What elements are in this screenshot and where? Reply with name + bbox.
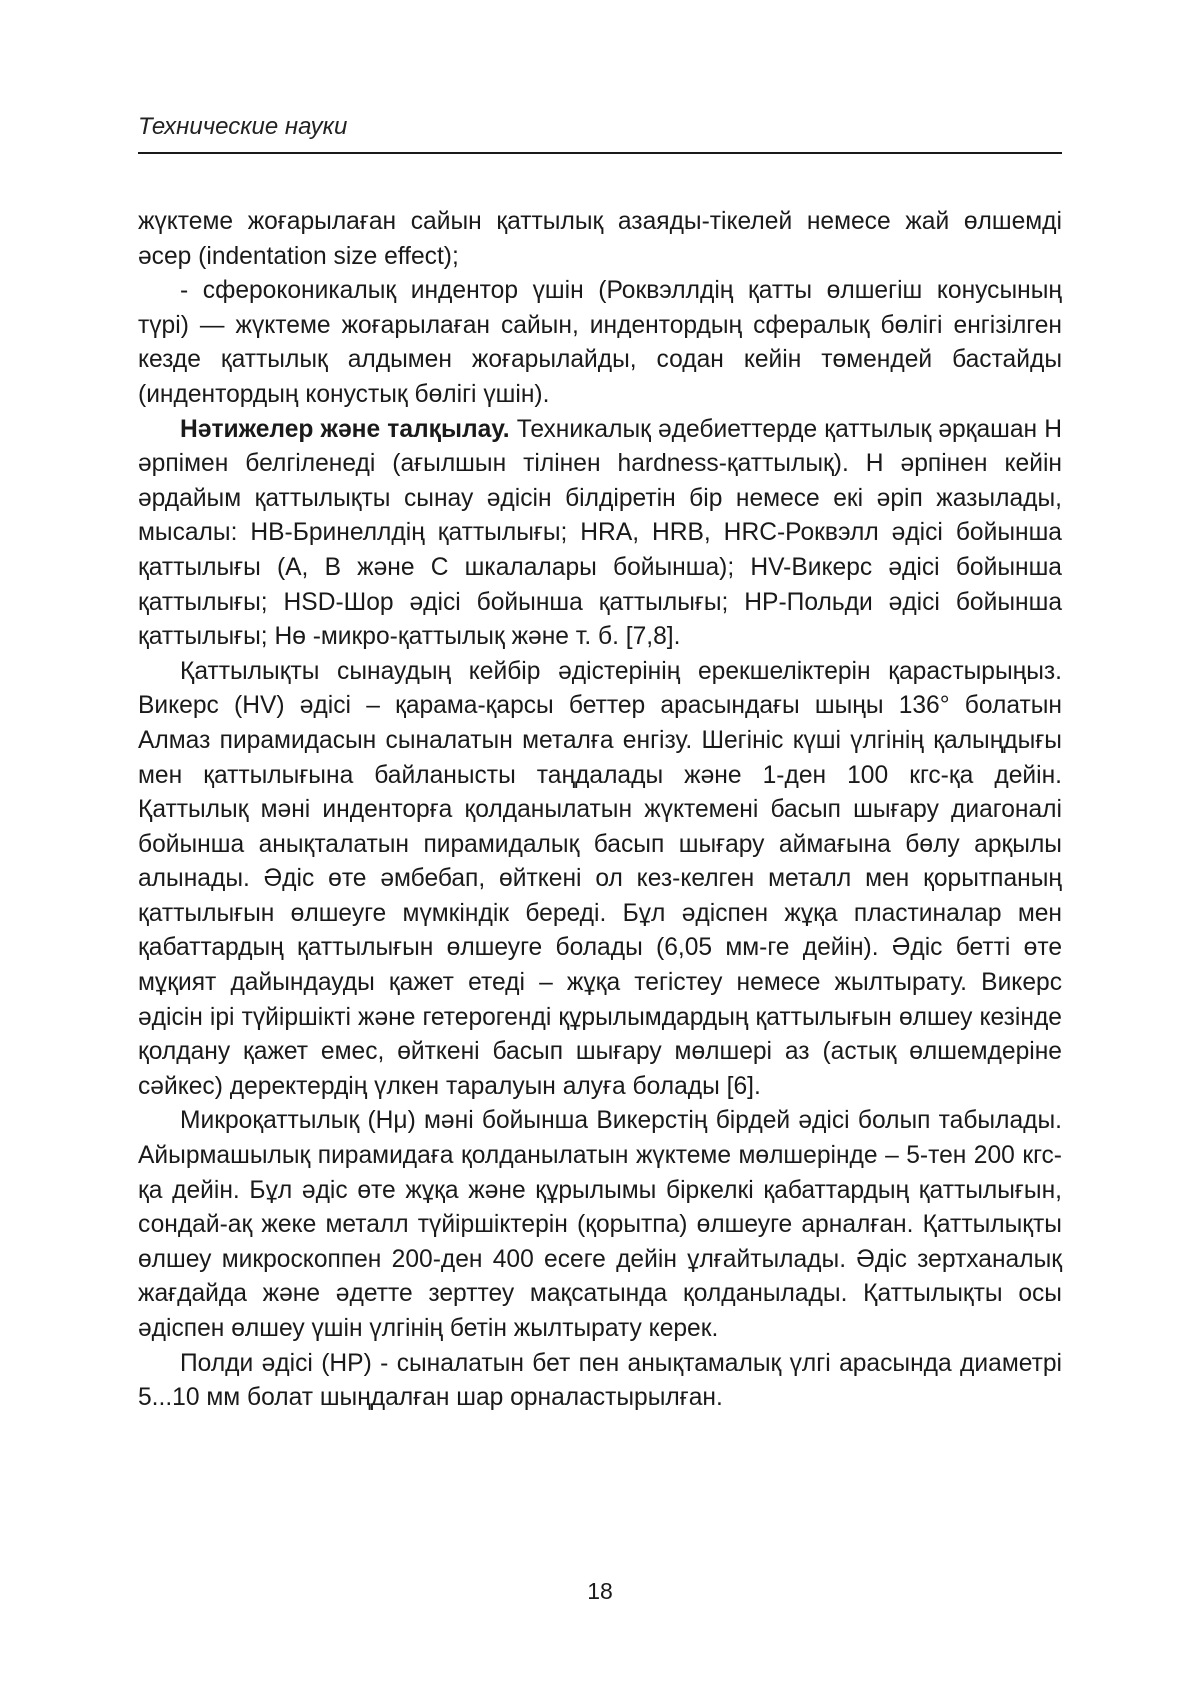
- paragraph-5: [138, 1104, 1062, 1346]
- paragraph-text: Полди әдісі (HP) - сыналатын бет пен анықтамалық үлгі арасында диаметрі 5...10 мм болат шыңдалған шар орналастырылған.: [138, 1349, 1062, 1412]
- body-text: [138, 205, 1062, 1416]
- paragraph-3: [138, 413, 1062, 655]
- section-heading-results: Нәтижелер және талқылау.: [180, 415, 510, 443]
- paragraph-text: Қаттылықты сынаудың кейбір әдістерінің ерекшеліктерін қарастырыңыз. Викерс (HV) әдісі – қарама-қарсы беттер арасындағы шыңы 136° болатын Алмаз пирамидасын сыналатын металға енгізу. Шегініс күші үлгінің қалыңдығы мен қаттылығына байланысты таңдалады және 1-ден 100 кгс-қа дейін. Қаттылық мәні инденторға қолданылатын жүктемені басып шығару диагоналі бойынша анықталатын пирамидалық басып шығару аймағына бөлу арқылы алынады. Әдіс өте әмбебап, өйткені ол кез-келген металл мен қорытпаның қаттылығын өлшеуге мүмкіндік береді. Бұл әдіспен жұқа пластиналар мен қабаттардың қаттылығын өлшеуге болады (6,05 мм-ге дейін). Әдіс бетті өте мұқият дайындауды қажет етеді – жұқа тегістеу немесе жылтырату. Викерс әдісін ірі түйіршікті және гетерогенді құрылымдардың қаттылығын өлшеу кезінде қолдану қажет емес, өйткені басып шығару мөлшері аз (астық өлшемдеріне сәйкес) деректердің үлкен таралуын алуға болады [6].: [138, 657, 1062, 1100]
- paragraph-6: [138, 1347, 1062, 1416]
- paragraph-text: жүктеме жоғарылаған сайын қаттылық азаяды-тікелей немесе жай өлшемді әсер (indentation size effect);: [138, 208, 1062, 270]
- paragraph-text: Микроқаттылық (Hμ) мәні бойынша Викерстің бірдей әдісі болып табылады. Айырмашылық пирамидаға қолданылатын жүктеме мөлшерінде – 5-тен 200 кгс-қа дейін. Бұл әдіс өте жұқа және құрылымы біркелкі қабаттардың қаттылығын, сондай-ақ жеке металл түйіршіктерін (қорытпа) өлшеуге арналған. Қаттылықты өлшеу микроскоппен 200-ден 400 есеге дейін ұлғайтылады. Әдіс зертханалық жағдайда және әдетте зерттеу мақсатында қолданылады. Қаттылықты осы әдіспен өлшеу үшін үлгінің бетін жылтырату керек.: [138, 1107, 1062, 1342]
- page-number: 18: [587, 1578, 613, 1604]
- paragraph-text: - сфероконикалық индентор үшін (Роквэллдің қатты өлшегіш конусының түрі) — жүктеме жоғарылаған сайын, индентордың сфералық бөлігі енгізілген кезде қаттылық алдымен жоғарылайды, содан кейін төмендей бастайды (индентордың конустық бөлігі үшін).: [138, 277, 1062, 408]
- header-rule: [138, 152, 1062, 154]
- running-header: Технические науки: [138, 113, 348, 140]
- paragraph-4: [138, 655, 1062, 1105]
- paragraph-text: Техникалық әдебиеттерде қаттылық әрқашан H әрпімен белгіленеді (ағылшын тілінен hardness-қаттылық). H әрпінен кейін әрдайым қаттылықты сынау әдісін білдіретін бір немесе екі әріп жазылады, мысалы: HB-Бринеллдің қаттылығы; HRA, HRB, HRC-Роквэлл әдісі бойынша қаттылығы (A, B және C шкалалары бойынша); HV-Викерс әдісі бойынша қаттылығы; HSD-Шор әдісі бойынша қаттылығы; HP-Польди әдісі бойынша қаттылығы; Hө -микро-қаттылық және т. б. [7,8].: [138, 415, 1062, 651]
- paragraph-1: [138, 205, 1062, 274]
- paragraph-2: [138, 274, 1062, 412]
